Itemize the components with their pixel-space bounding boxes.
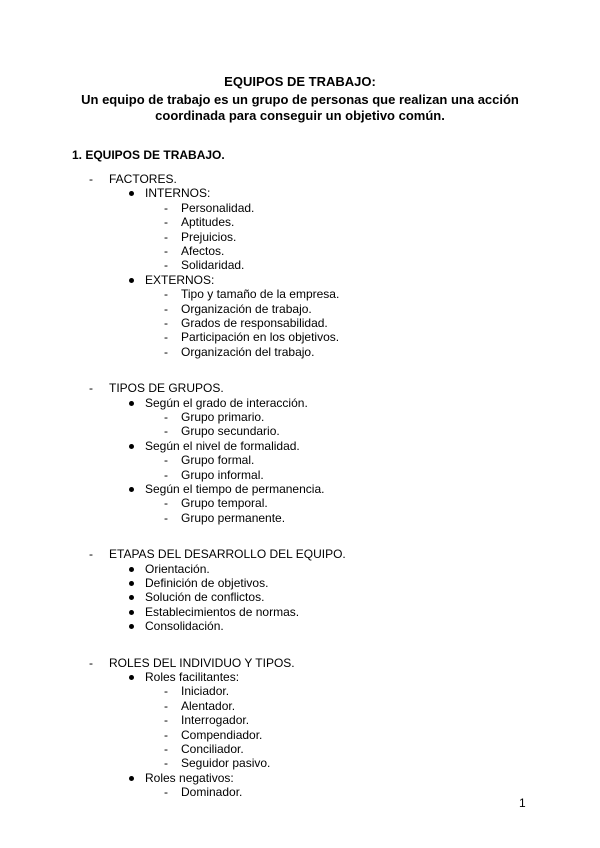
dash-marker: - (89, 172, 93, 186)
dash-marker: - (164, 684, 168, 699)
list-item-text: Grupo secundario. (181, 424, 280, 439)
dash-marker: - (164, 410, 168, 424)
page-number: 1 (519, 796, 526, 810)
dash-marker: - (164, 785, 168, 800)
bullet-marker (129, 624, 134, 629)
dash-marker: - (164, 698, 168, 713)
dash-marker: - (89, 547, 93, 562)
list-item-text: Grupo permanente. (181, 510, 286, 525)
dash-marker: - (164, 453, 168, 468)
list-item-text: Dominador. (181, 785, 243, 800)
dash-marker: - (164, 316, 168, 330)
dash-marker: - (164, 200, 168, 215)
list-item-text: Afectos. (181, 244, 225, 258)
list-item-text: Conciliador. (181, 742, 244, 756)
dash-marker: - (164, 510, 168, 525)
section-item-text: TIPOS DE GRUPOS. (109, 381, 224, 396)
group-item-text: Según el nivel de formalidad. (145, 438, 300, 453)
group-item-text: Establecimientos de normas. (145, 604, 300, 619)
list-item-text: Grupo formal. (181, 453, 255, 468)
group-item-text: Roles negativos: (145, 770, 234, 785)
group-item-text: Según el grado de interacción. (145, 395, 308, 410)
dash-marker: - (164, 287, 168, 302)
bullet-marker (129, 675, 134, 680)
dash-marker: - (164, 727, 168, 742)
section-heading: 1. EQUIPOS DE TRABAJO. (72, 148, 225, 162)
bullet-marker (129, 278, 134, 283)
bullet-marker (129, 581, 134, 586)
document-subtitle-line2: coordinada para conseguir un objetivo común. (155, 108, 445, 123)
group-item-text: Solución de conflictos. (145, 590, 265, 605)
dash-marker: - (164, 756, 168, 771)
list-item-text: Interrogador. (181, 713, 250, 728)
list-item-text: Organización de trabajo. (181, 301, 312, 316)
dash-marker: - (164, 713, 168, 728)
list-item-text: Tipo y tamaño de la empresa. (181, 287, 340, 302)
list-item-text: Personalidad. (181, 200, 255, 215)
list-item-text: Grupo informal. (181, 467, 264, 482)
group-item-text: INTERNOS: (145, 186, 211, 201)
document-title: EQUIPOS DE TRABAJO: (224, 74, 376, 89)
bullet-marker (129, 191, 134, 196)
bullet-marker (129, 401, 134, 406)
bullet-marker (129, 487, 134, 492)
group-item-text: Roles facilitantes: (145, 670, 240, 684)
dash-marker: - (164, 742, 168, 756)
list-item-text: Seguidor pasivo. (181, 756, 271, 771)
section-item-text: ROLES DEL INDIVIDUO Y TIPOS. (109, 655, 295, 670)
bullet-marker (129, 610, 134, 615)
dash-marker: - (89, 381, 93, 396)
section-item-text: FACTORES. (109, 172, 177, 186)
list-item-text: Grupo temporal. (181, 496, 268, 511)
dash-marker: - (164, 496, 168, 511)
dash-marker: - (164, 229, 168, 244)
bullet-marker (129, 444, 134, 449)
section-item-text: ETAPAS DEL DESARROLLO DEL EQUIPO. (109, 547, 346, 562)
group-item-text: EXTERNOS: (145, 272, 215, 287)
group-item-text: Según el tiempo de permanencia. (145, 482, 325, 496)
dash-marker: - (164, 330, 168, 345)
dash-marker: - (164, 215, 168, 230)
dash-marker: - (164, 244, 168, 258)
bullet-marker (129, 776, 134, 781)
list-item-text: Participación en los objetivos. (181, 330, 340, 345)
dash-marker: - (164, 424, 168, 439)
list-item-text: Aptitudes. (181, 215, 235, 230)
list-item-text: Grados de responsabilidad. (181, 316, 328, 330)
group-item-text: Orientación. (145, 561, 210, 576)
list-item-text: Iniciador. (181, 684, 230, 699)
group-item-text: Definición de objetivos. (145, 576, 269, 590)
bullet-marker (129, 595, 134, 600)
bullet-marker (129, 567, 134, 572)
dash-marker: - (164, 301, 168, 316)
group-item-text: Consolidación. (145, 619, 224, 634)
document-subtitle-line1: Un equipo de trabajo es un grupo de personas que realizan una acción (81, 92, 519, 107)
list-item-text: Alentador. (181, 698, 236, 713)
list-item-text: Solidaridad. (181, 258, 245, 273)
list-item-text: Grupo primario. (181, 410, 265, 424)
dash-marker: - (164, 344, 168, 359)
list-item-text: Prejuicios. (181, 229, 237, 244)
dash-marker: - (164, 258, 168, 273)
dash-marker: - (89, 655, 93, 670)
list-item-text: Organización del trabajo. (181, 344, 315, 359)
list-item-text: Compendiador. (181, 727, 263, 742)
dash-marker: - (164, 467, 168, 482)
